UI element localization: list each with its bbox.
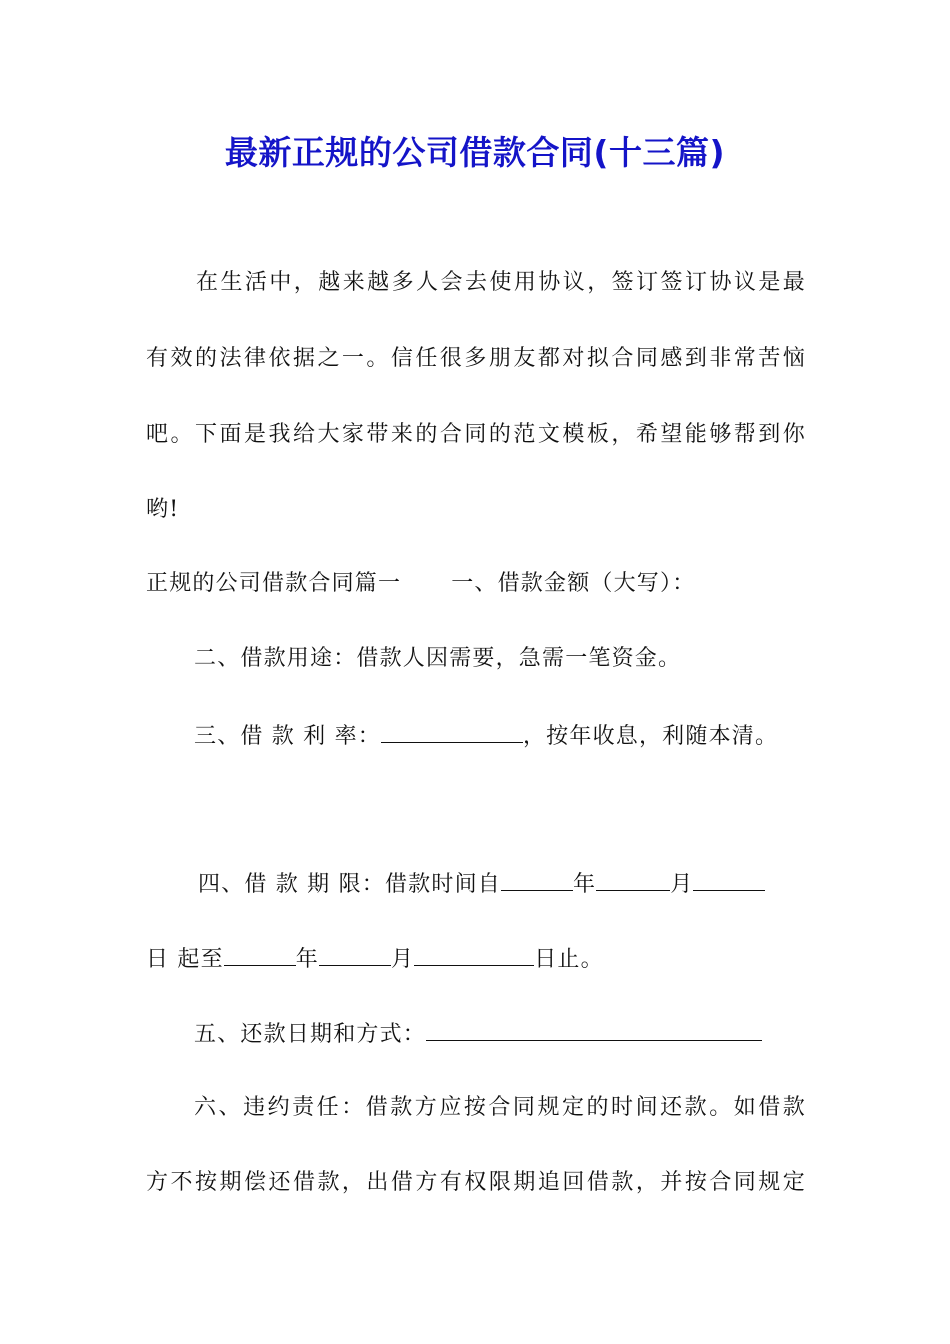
clause-5-label: 五、还款日期和方式： (194, 1022, 427, 1047)
clause-3-after: ，按年收息，利随本清。 (522, 724, 779, 749)
intro-line-4: 哟! (146, 497, 180, 522)
end-month-blank (319, 941, 391, 966)
clause-4-year-2: 年 (295, 947, 319, 972)
clause-4-month-2: 月 (391, 947, 415, 972)
end-year-blank (224, 941, 296, 966)
clause-4-line-1 (198, 866, 808, 902)
clause-2: 二、借款用途：借款人因需要，急需一笔资金。 (194, 646, 682, 671)
end-day-blank (414, 941, 534, 966)
intro-line-3: 吧。下面是我给大家带来的合同的范文模板，希望能够帮到你 (146, 422, 806, 447)
section-heading: 正规的公司借款合同篇一 (146, 571, 402, 596)
intro-line-1: 在生活中，越来越多人会去使用协议，签订签订协议是最 (196, 270, 806, 295)
document-title: 最新正规的公司借款合同(十三篇) (224, 133, 726, 172)
clause-5 (194, 1016, 854, 1052)
clause-4-day-start: 日 起至 (146, 947, 224, 972)
clause-4-year-1: 年 (572, 872, 597, 897)
clause-3-label: 三、借 款 利 率： (194, 724, 381, 749)
section-heading-line (146, 567, 806, 601)
clause-1-text: 一、借款金额（大写）： (451, 571, 696, 596)
start-day-blank (693, 866, 765, 891)
repayment-blank (426, 1016, 762, 1041)
interest-rate-blank (381, 718, 523, 743)
clause-4-label: 四、借 款 期 限：借款时间自 (198, 872, 501, 897)
clause-4-end: 日止。 (534, 947, 604, 972)
clause-6-line-1: 六、违约责任：借款方应按合同规定的时间还款。如借款 (194, 1095, 806, 1120)
clause-3 (194, 718, 854, 754)
clause-4-month-1: 月 (670, 872, 694, 897)
start-year-blank (501, 866, 573, 891)
clause-6-line-2: 方不按期偿还借款，出借方有权限期追回借款，并按合同规定 (146, 1170, 806, 1195)
clause-4-line-2 (146, 941, 806, 977)
intro-line-2: 有效的法律依据之一。信任很多朋友都对拟合同感到非常苦恼 (146, 346, 806, 371)
start-month-blank (596, 866, 670, 891)
